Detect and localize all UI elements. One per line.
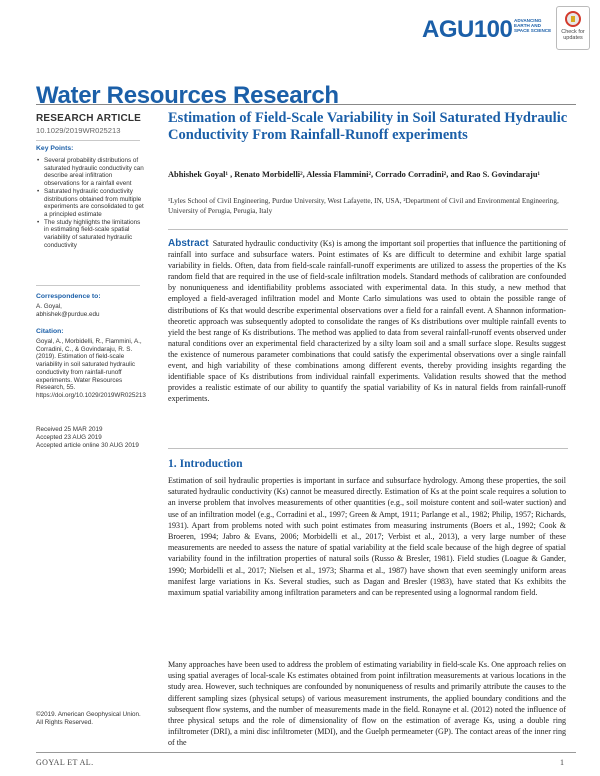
section-divider — [168, 448, 568, 449]
check-updates-label: Check for updates — [561, 29, 585, 41]
citation-heading: Citation: — [36, 328, 64, 335]
check-updates-icon — [565, 11, 581, 27]
article-doi[interactable]: 10.1029/2019WR025213 — [36, 126, 121, 135]
body-paragraph: Many approaches have been used to address the problem of estimating variability in field-scale Ks. One approach relies on using spatial averages of local-scale Ks estimates obtained from point infiltration measurements at various locations in the study area. However, such techniques are confounded by nonuniqueness of results and primarily attribute the causes to the different sampling sizes (physical setups) of various measurement instruments, the applied boundary conditions and the subsequent flow systems, and the number of measurements made in the field. Ronayne et al. (2012) noted the influence of three physical setups and the role of dimensionality of flow on the estimation of average Ks, using a double ring infiltrometer (DRI), a mini disc infiltrometer (MDI), and the Guelph permeameter (GP). The contact areas of the inner ring of the — [168, 660, 566, 748]
correspondence-email[interactable]: abhishek@purdue.edu — [36, 311, 100, 318]
sidebar-divider — [36, 140, 140, 141]
footer-divider — [36, 752, 576, 753]
affiliations: ¹Lyles School of Civil Engineering, Purdue University, West Lafayette, IN, USA, ²Department of Civil and Environmental Engineering, University of Perugia, Perugia, Italy — [168, 197, 559, 215]
key-point-item: • Saturated hydraulic conductivity distributions obtained from multiple experiments are consolidated to get a principled estimate — [36, 188, 146, 219]
abstract — [168, 238, 566, 404]
page-number: 1 — [560, 758, 564, 767]
copyright-notice — [36, 711, 146, 726]
citation-text: Goyal, A., Morbidelli, R., Flammini, A., Corradini, C., & Govindaraju, R. S. (2019). Estimation of field-scale variability in soil saturated hydraulic conductivity from rainfall-runoff experiments. Water Resources Research, 55. https://doi.org/10.1029/2019WR025213 — [36, 338, 146, 399]
agu-tagline: ADVANCING EARTH AND SPACE SCIENCE — [514, 18, 552, 34]
abstract-text: Saturated hydraulic conductivity (Ks) is among the important soil properties that influence the partitioning of rainfall into surface and subsurface waters. Point estimates of Ks are difficult to determine and exhibit large spatial variability in fields. Often, data from field-scale rainfall-runoff experiments are utilized to assess the properties of the Ks random field that are required in the use of field-scale infiltration models. Standard methods of calibration are confounded by nonuniqueness and identifiability problems associated with experimental data. In this study, a new method that employed a field-averaged infiltration model and Monte Carlo simulations was used to obtain the possible range of distributions of Ks that would describe experimental observations over a field for a rainfall event. A Shannon information-theoretic approach was subsequently adopted to consolidate the ranges of Ks distributions over multiple rainfall events to yield the best range of Ks distributions. The method was applied to data from several rainfall-runoff events observed under natural conditions over an experimental field characterized by a silty loam soil and a small surface slope. Results suggest the existence of numerous parameter combinations that could satisfy the experimental observations over a single rainfall event, and high variability of these combinations among different events, thereby providing insights regarding the identifiable space of Ks distributions from individual rainfall experiments. Validation results showed that the method provides a realistic estimate of our ability to quantify the spatial variability of Ks in natural fields from rainfall-runoff experiments. — [168, 239, 566, 404]
article-type: RESEARCH ARTICLE — [36, 113, 142, 124]
authors-text: Abhishek Goyal¹ , Renato Morbidelli², Alessia Flammini², Corrado Corradini², and Rao S. Govindaraju¹ — [168, 170, 541, 179]
journal-title: Water Resources Research — [36, 82, 339, 109]
correspondence-heading: Correspondence to: — [36, 293, 101, 300]
body-paragraph: Estimation of soil hydraulic properties is important in surface and subsurface hydrology. Among these properties, the soil saturated hydraulic conductivity (Ks) cannot be measured directly. Estimation of Ks at the point scale requires a solution to an inverse problem that involves measurements of other quantities (e.g., soil moisture content and soil-water suction) and use of an infiltration model (e.g., Corradini et al., 1997; Green & Ampt, 1911; Parlange et al., 1982; Philip, 1957; Richards, 1931). Apart from problems noted with such point estimates from measuring instruments (Boers et al., 1992; Cook & Broeren, 1994; Jabro & Evans, 2006; Morbidelli et al., 2017; Verbist et al., 2013), a very large number of these measurements are needed to assess the nature of spatial variability at the field scale because of the high degree of spatial variability found in the infiltration properties of natural soils (Russo & Bresler, 1981). Field studies (Loague & Gander, 1990; Morbidelli et al., 2017; Nielsen et al., 1973; Sharma et al., 1987) have shown that even seemingly uniform areas manifest large variations in Ks. Several studies, such as Dagan and Bresler (1983), have stated that Ks exhibits the maximum spatial variability among infiltration parameters and can be represented using a lognormal random field. — [168, 476, 566, 598]
header-divider — [36, 104, 576, 105]
accepted-date: Accepted 23 AUG 2019 — [36, 434, 102, 441]
paper-title: Estimation of Field-Scale Variability in Soil Saturated Hydraulic Conductivity From Rainfall-Runoff experiments — [168, 110, 568, 143]
copyright-line: ©2019. American Geophysical Union. — [36, 711, 141, 718]
author-list — [168, 169, 568, 180]
accepted-online-date: Accepted article online 30 AUG 2019 — [36, 442, 139, 449]
key-points-list — [36, 157, 146, 249]
received-date: Received 25 MAR 2019 — [36, 426, 103, 433]
key-point-item: • Several probability distributions of saturated hydraulic conductivity can describe areal infiltration observations for a rainfall event — [36, 157, 146, 188]
correspondence-name: A. Goyal, — [36, 303, 62, 310]
copyright-line: All Rights Reserved. — [36, 718, 94, 726]
check-for-updates-button[interactable] — [556, 6, 590, 50]
sidebar-divider — [36, 285, 140, 286]
agu100-logo: AGU100 — [422, 16, 513, 43]
abstract-label: Abstract — [168, 238, 209, 249]
introduction-heading: 1. Introduction — [168, 457, 243, 470]
running-head: GOYAL ET AL. — [36, 758, 94, 767]
key-point-item: • The study highlights the limitations in estimating field-scale spatial variability of saturated hydraulic conductivity — [36, 219, 146, 250]
abstract-divider — [168, 229, 568, 230]
key-points-heading: Key Points: — [36, 145, 74, 152]
